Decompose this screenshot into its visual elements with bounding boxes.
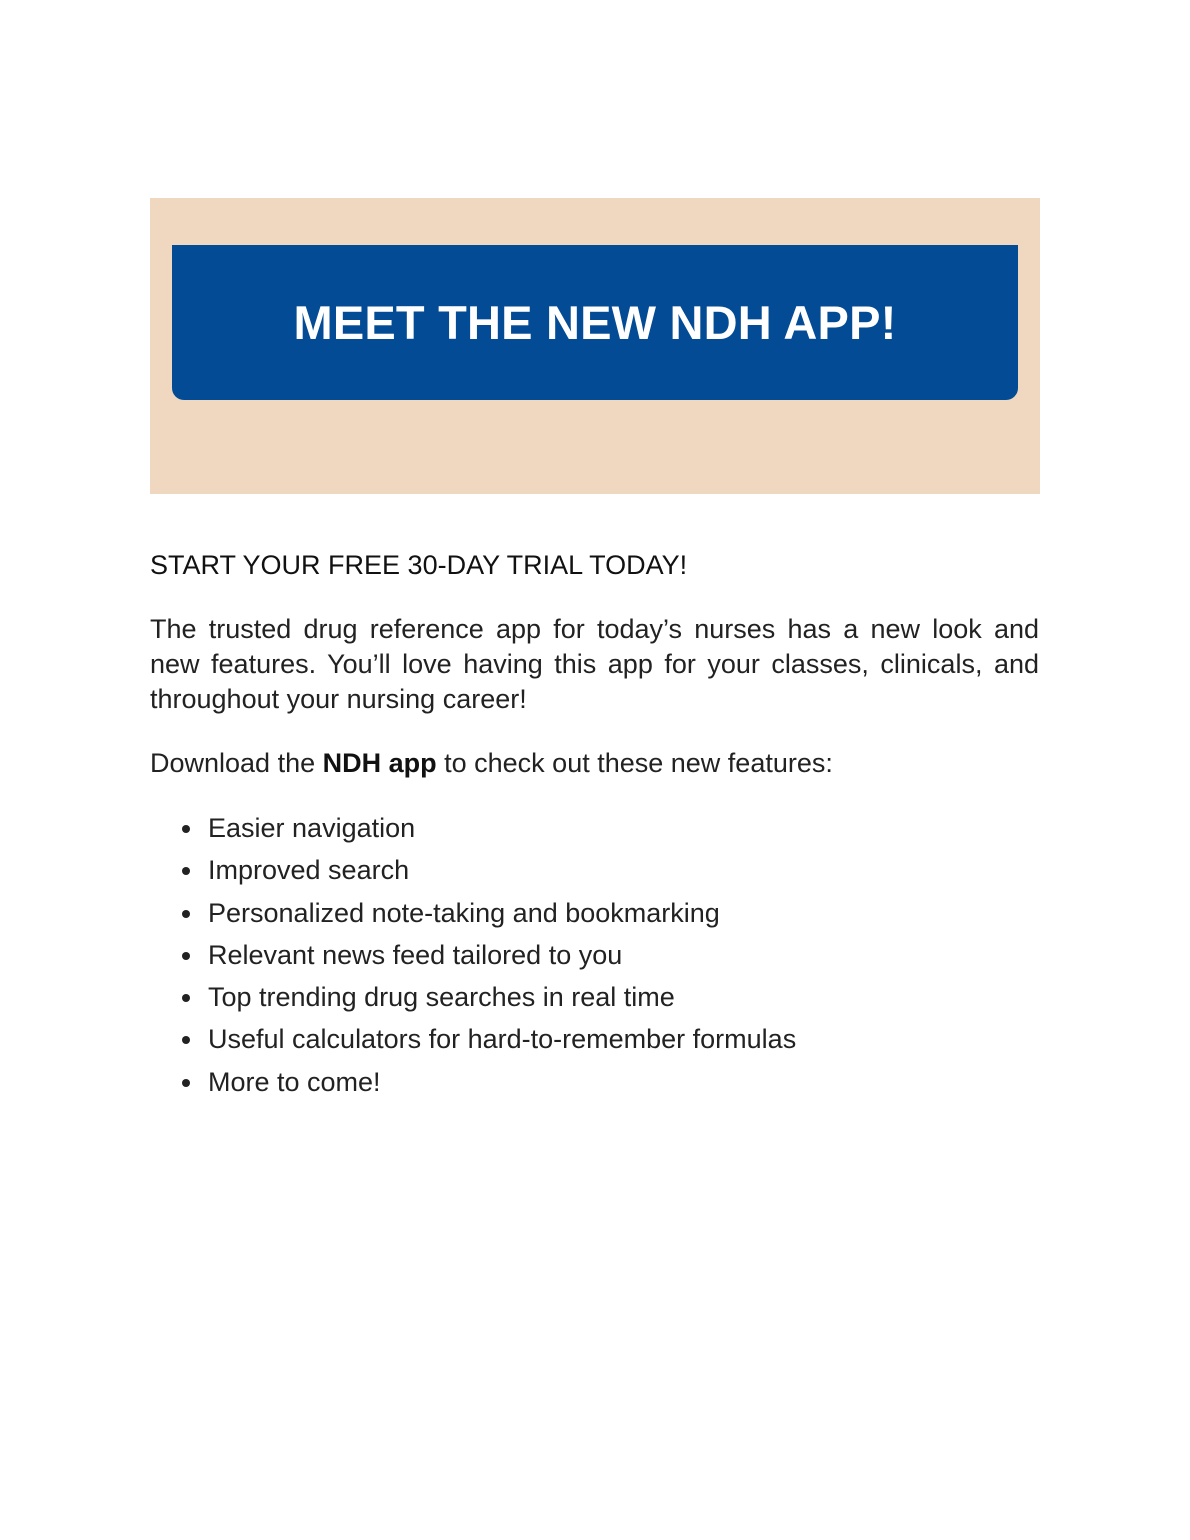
feature-item: Relevant news feed tailored to you <box>208 934 1039 976</box>
banner-title: MEET THE NEW NDH APP! <box>293 296 897 349</box>
feature-item: Useful calculators for hard-to-remember formulas <box>208 1018 1039 1060</box>
feature-item: Improved search <box>208 849 1039 891</box>
hero-section <box>150 198 1040 494</box>
feature-item: More to come! <box>208 1061 1039 1103</box>
intro-paragraph: The trusted drug reference app for today’s nurses has a new look and new features. You’ll love having this app for your classes, clinicals, and throughout your nursing career! <box>150 614 1039 714</box>
feature-list <box>150 807 1039 1103</box>
download-suffix: to check out these new features: <box>436 748 833 778</box>
download-paragraph <box>150 746 1039 781</box>
download-prefix: Download the <box>150 748 323 778</box>
feature-item: Personalized note-taking and bookmarking <box>208 892 1039 934</box>
trial-heading: START YOUR FREE 30-DAY TRIAL TODAY! <box>150 550 688 580</box>
main-content <box>150 548 1039 1103</box>
feature-item: Easier navigation <box>208 807 1039 849</box>
promo-banner <box>172 245 1018 400</box>
app-name: NDH app <box>322 748 437 778</box>
feature-item: Top trending drug searches in real time <box>208 976 1039 1018</box>
